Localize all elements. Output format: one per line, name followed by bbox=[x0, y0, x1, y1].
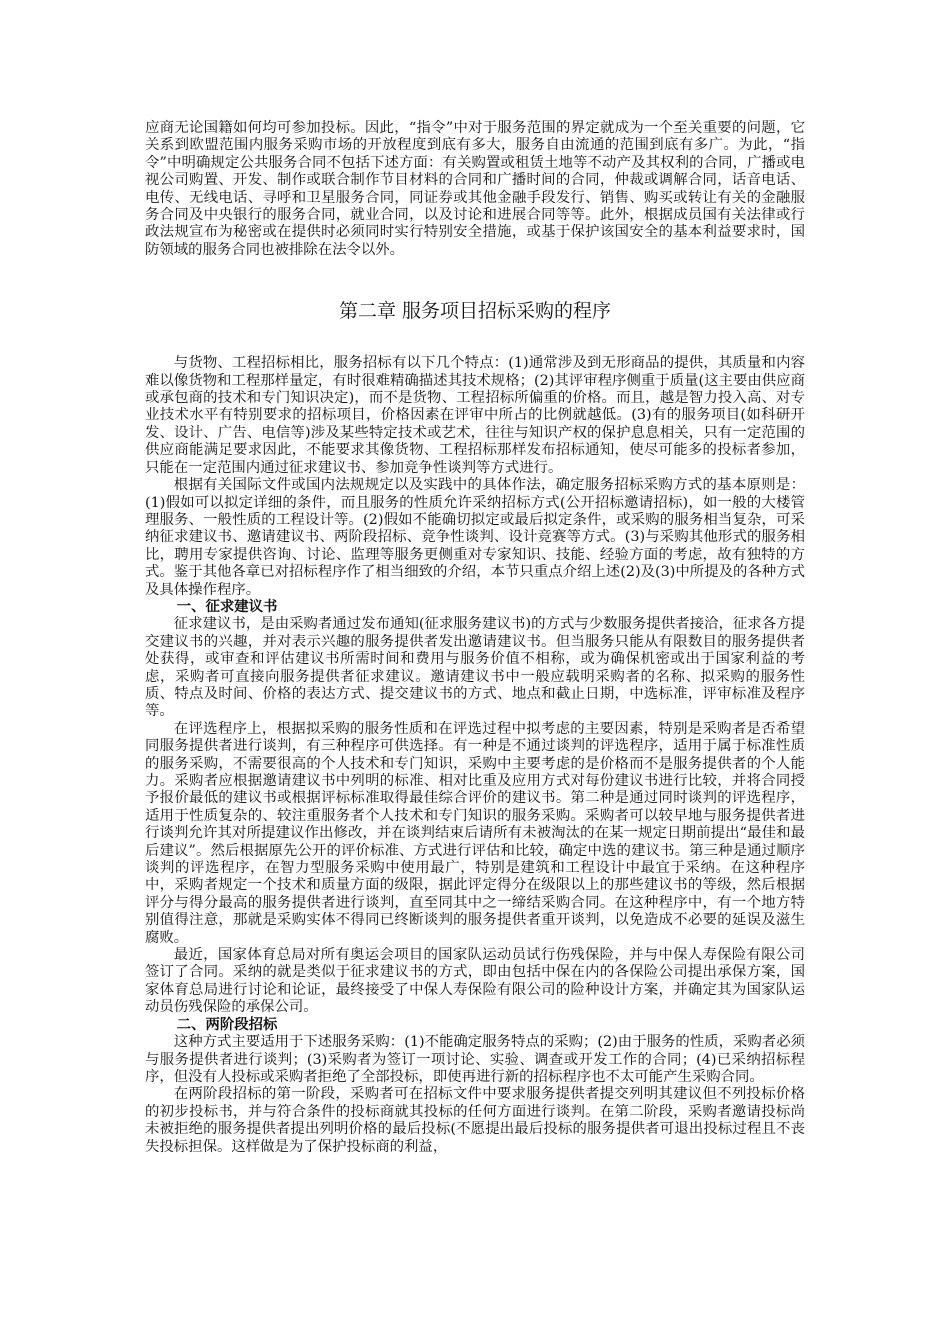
body-paragraph: 与货物、工程招标相比，服务招标有以下几个特点：(1)通常涉及到无形商品的提供，其质量和内容难以像货物和工程那样量定，有时很难精确描述其技术规格；(2)其评审程序侧重于质量(这主要由供应商或承包商的技术和专门知识决定)，而不是货物、工程招标所偏重的价格。而且，越是智力投入高、对专业技术水平有特别要求的招标项目，价格因素在评审中所占的比例就越低。(3)有的服务项目(如科研开发、设计、广告、电信等)涉及某些特定技术或艺术，往往与知识产权的保护息息相关，只有一定范围的供应商能满足要求因此，不能要求其像货物、工程招标那样发布招标通知，使尽可能多的投标者参加，只能在一定范围内通过征求建议书、参加竞争性谈判等方式进行。 bbox=[145, 355, 805, 476]
intro-paragraph: 应商无论国籍如何均可参加投标。因此，“指令”中对于服务范围的界定就成为一个至关重要的问题，它关系到欧盟范围内服务采购市场的开放程度到底有多大，服务自由流通的范围到底有多广。为此，“指令”中明确规定公共服务合同不包括下述方面：有关购置或租赁土地等不动产及其权利的合同，广播或电视公司购置、开发、制作或联合制作节目材料的合同和广播时间的合同，仲裁或调解合同，话音电话、电传、无线电话、寻呼和卫星服务合同，同证券或其他金融手段发行、销售、购买或转让有关的金融服务合同及中央银行的服务合同，就业合同，以及讨论和进展合同等等。此外，根据成员国有关法律或行政法规宣布为秘密或在提供时必须同时实行特别安全措施，或基于保护该国安全的基本利益要求时，国防领域的服务合同也被排除在法令以外。 bbox=[145, 120, 805, 258]
body-paragraph: 征求建议书，是由采购者通过发布通知(征求服务建议书)的方式与少数服务提供者接洽，征求各方提交建议书的兴趣，并对表示兴趣的服务提供者发出邀请建议书。但当服务只能从有限数目的服务提供者处获得，或审查和评估建议书所需时间和费用与服务价值不相称，或为确保机密或出于国家利益的考虑，采购者可直接向服务提供者征求建议。邀请建议书中一般应载明采购者的名称、拟采购的服务性质、特点及时间、价格的表达方式、提交建议书的方式、地点和截止日期，中选标准，评审标准及程序等。 bbox=[145, 616, 805, 720]
body-paragraph: 在评选程序上，根据拟采购的服务性质和在评选过程中拟考虑的主要因素，特别是采购者是否希望同服务提供者进行谈判，有三种程序可供选择。有一种是不通过谈判的评选程序，适用于属于标准性质的服务采购，不需要很高的个人技术和专门知识，采购中主要考虑的是价格而不是服务提供者的个人能力。采购者应根据邀请建议书中列明的标准、相对比重及应用方式对每份建议书进行比较，并将合同授予报价最低的建议书或根据评标标准取得最佳综合评价的建议书。第二种是通过同时谈判的评选程序，适用于性质复杂的、较注重服务者个人技术和专门知识的服务采购。采购者可以较早地与服务提供者进行谈判允许其对所提建议作出修改，并在谈判结束后请所有未被淘汰的在某一规定日期前提出“最佳和最后建议”。然后根据原先公开的评价标准、方式进行评估和比较，确定中选的建议书。第三种是通过顺序谈判的评选程序，在智力型服务采购中使用最广，特别是建筑和工程设计中最宜于采纳。在这种程序中，采购者规定一个技术和质量方面的级限，据此评定得分在级限以上的那些建议书的等级，然后根据评分与得分最高的服务提供者进行谈判，直至同其中之一缔结采购合同。在这种程序中，有一个地方特别值得注意，那就是采购实体不得同已终断谈判的服务提供者重开谈判，以免造成不必要的延误及滋生腐败。 bbox=[145, 720, 805, 946]
body-paragraph: 这种方式主要适用于下述服务采购：(1)不能确定服务特点的采购；(2)由于服务的性质，采购者必须与服务提供者进行谈判；(3)采购者为签订一项讨论、实验、调查或开发工作的合同；(4)已采纳招标程序，但没有人投标或采购者拒绝了全部投标，即使再进行新的招标程序也不太可能产生采购合同。 bbox=[145, 1034, 805, 1085]
body-paragraph: 最近，国家体育总局对所有奥运会项目的国家队运动员试行伤残保险，并与中保人寿保险有限公司签订了合同。采纳的就是类似于征求建议书的方式，即由包括中保在内的各保险公司提出承保方案，国家体育总局进行讨论和论证，最终接受了中保人寿保险有限公司的险种设计方案，并确定其为国家队运动员伤残保险的承保公司。 bbox=[145, 947, 805, 1016]
section-heading: 一、征求建议书 bbox=[176, 598, 278, 615]
body-paragraph: 在两阶段招标的第一阶段，采购者可在招标文件中要求服务提供者提交列明其建议但不列投标价格的初步投标书，并与符合条件的投标商就其投标的任何方面进行谈判。在第二阶段，采购者邀请投标尚未被拒绝的服务提供者提出列明价格的最后投标(不愿提出最后投标的服务提供者可退出投标过程且不丧失投标担保。这样做是为了保护投标商的利益， bbox=[145, 1086, 805, 1155]
section-heading: 二、两阶段招标 bbox=[176, 1016, 278, 1033]
document-page bbox=[145, 120, 805, 1156]
body-paragraph: 根据有关国际文件或国内法规规定以及实践中的具体作法，确定服务招标采购方式的基本原则是：(1)假如可以拟定详细的条件，而且服务的性质允许采纳招标方式(公开招标邀请招标)，如一般的大楼管理服务、一般性质的工程设计等。(2)假如不能确切拟定或最后拟定条件，或采购的服务相当复杂，可采纳征求建议书、邀请建议书、两阶段招标、竞争性谈判、设计竞赛等方式。(3)与采购其他形式的服务相比，聘用专家提供咨询、讨论、监理等服务更侧重对专家知识、技能、经验方面的考虑，故有独特的方式。鉴于其他各章已对招标程序作了相当细致的介绍，本节只重点介绍上述(2)及(3)中所提及的各种方式及具体操作程序。 bbox=[145, 477, 805, 598]
chapter-title: 第二章 服务项目招标采购的程序 bbox=[338, 300, 612, 323]
